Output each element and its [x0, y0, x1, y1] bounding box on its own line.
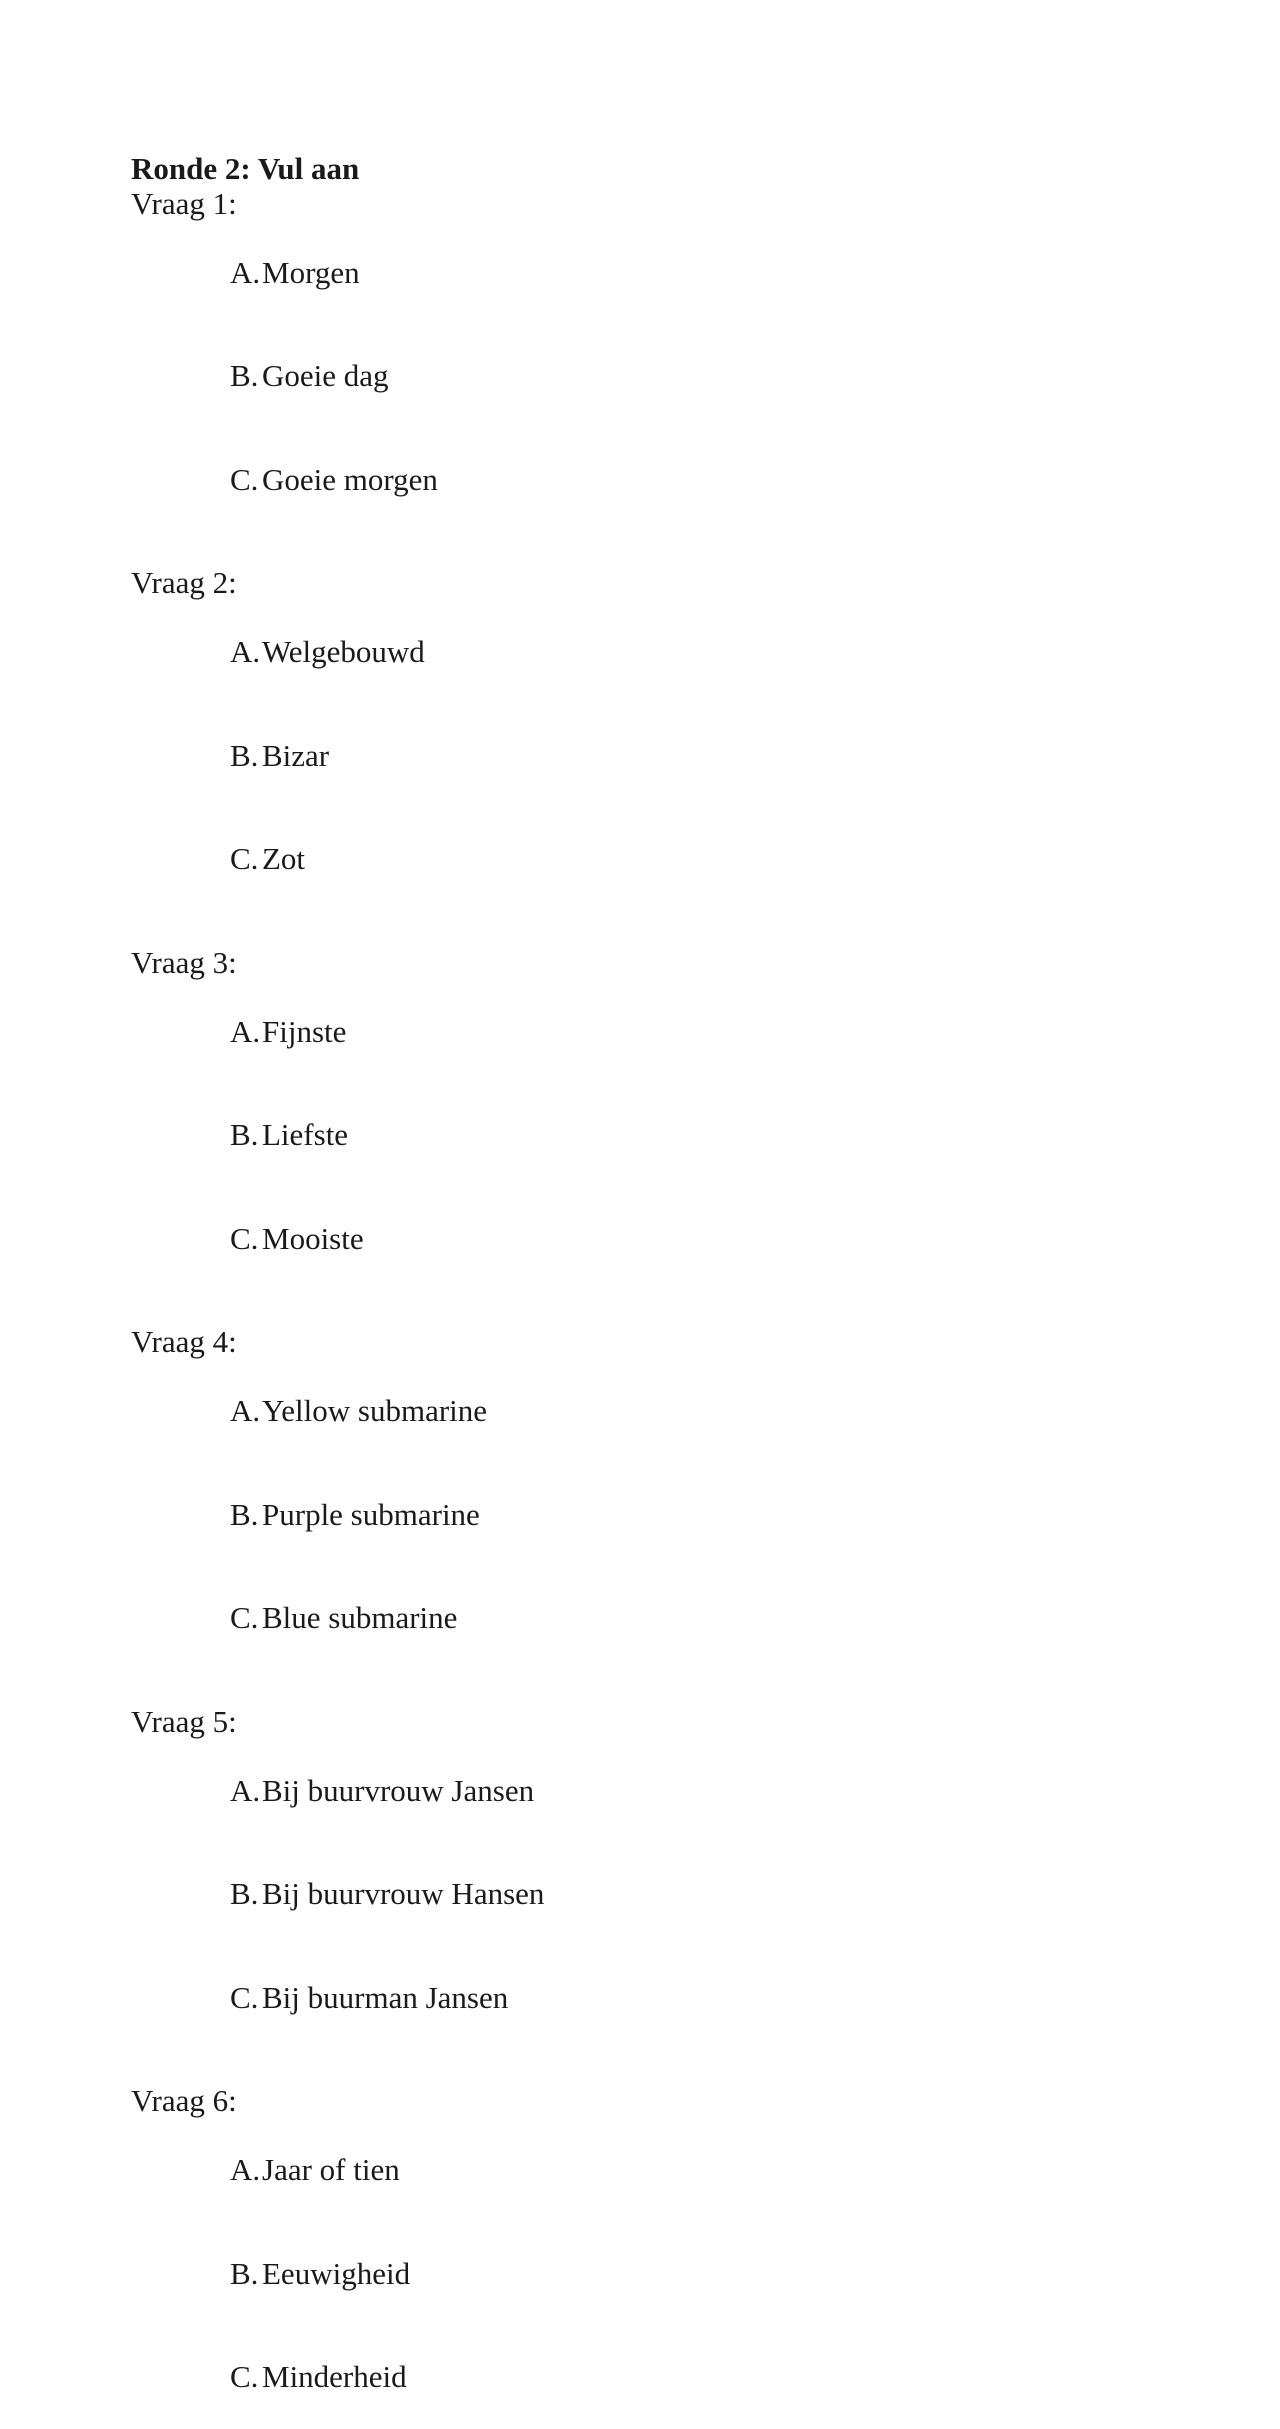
option-text: Goeie dag [262, 358, 389, 393]
option-text: Morgen [262, 255, 360, 290]
option-text: Welgebouwd [262, 634, 425, 669]
question-block-3 [131, 946, 544, 1291]
option-text: Fijnste [262, 1014, 346, 1049]
question-label: Vraag 5: [131, 1705, 544, 1740]
question-label: Vraag 6: [131, 2084, 544, 2119]
option-marker: B. [230, 1118, 262, 1153]
option-row [131, 2119, 544, 2223]
option-row [131, 1360, 544, 1464]
option-marker: C. [230, 463, 262, 498]
option-row [131, 1739, 544, 1843]
option-row [131, 980, 544, 1084]
option-text: Minderheid [262, 2359, 407, 2394]
question-label: Vraag 1: [131, 187, 544, 222]
option-row [131, 221, 544, 325]
option-marker: C. [230, 842, 262, 877]
option-text: Mooiste [262, 1221, 364, 1256]
option-marker: B. [230, 2257, 262, 2292]
question-block-5 [131, 1705, 544, 2050]
option-row [131, 1567, 544, 1671]
option-marker: A. [230, 1015, 262, 1050]
option-row [131, 1946, 544, 2050]
option-row [131, 1843, 544, 1947]
option-text: Goeie morgen [262, 462, 438, 497]
option-marker: C. [230, 2360, 262, 2395]
option-marker: B. [230, 1498, 262, 1533]
option-row [131, 325, 544, 429]
option-row [131, 704, 544, 808]
option-row [131, 808, 544, 912]
option-row [131, 428, 544, 532]
option-marker: C. [230, 1981, 262, 2016]
option-marker: B. [230, 739, 262, 774]
option-marker: B. [230, 1877, 262, 1912]
option-text: Bij buurvrouw Jansen [262, 1773, 534, 1808]
option-text: Bij buurvrouw Hansen [262, 1876, 544, 1911]
option-text: Eeuwigheid [262, 2256, 410, 2291]
option-marker: B. [230, 359, 262, 394]
option-row [131, 2222, 544, 2326]
option-text: Bizar [262, 738, 329, 773]
option-text: Zot [262, 841, 305, 876]
question-label: Vraag 2: [131, 566, 544, 601]
option-marker: A. [230, 1774, 262, 1809]
question-label: Vraag 4: [131, 1325, 544, 1360]
option-text: Purple submarine [262, 1497, 480, 1532]
option-row [131, 1187, 544, 1291]
option-marker: A. [230, 2153, 262, 2188]
option-row [131, 1463, 544, 1567]
option-text: Blue submarine [262, 1600, 457, 1635]
option-marker: A. [230, 1394, 262, 1429]
question-label: Vraag 3: [131, 946, 544, 981]
option-marker: C. [230, 1222, 262, 1257]
option-row [131, 601, 544, 705]
question-block-4 [131, 1325, 544, 1670]
option-marker: A. [230, 635, 262, 670]
option-text: Yellow submarine [262, 1393, 487, 1428]
document-title: Ronde 2: Vul aan [131, 152, 544, 187]
option-row [131, 1084, 544, 1188]
option-text: Jaar of tien [262, 2152, 400, 2187]
option-row [131, 2326, 544, 2429]
option-text: Liefste [262, 1117, 348, 1152]
option-marker: A. [230, 256, 262, 291]
option-marker: C. [230, 1601, 262, 1636]
document-content [131, 152, 544, 2429]
option-text: Bij buurman Jansen [262, 1980, 508, 2015]
question-block-6 [131, 2084, 544, 2429]
question-block-2 [131, 566, 544, 911]
question-block-1 [131, 187, 544, 532]
